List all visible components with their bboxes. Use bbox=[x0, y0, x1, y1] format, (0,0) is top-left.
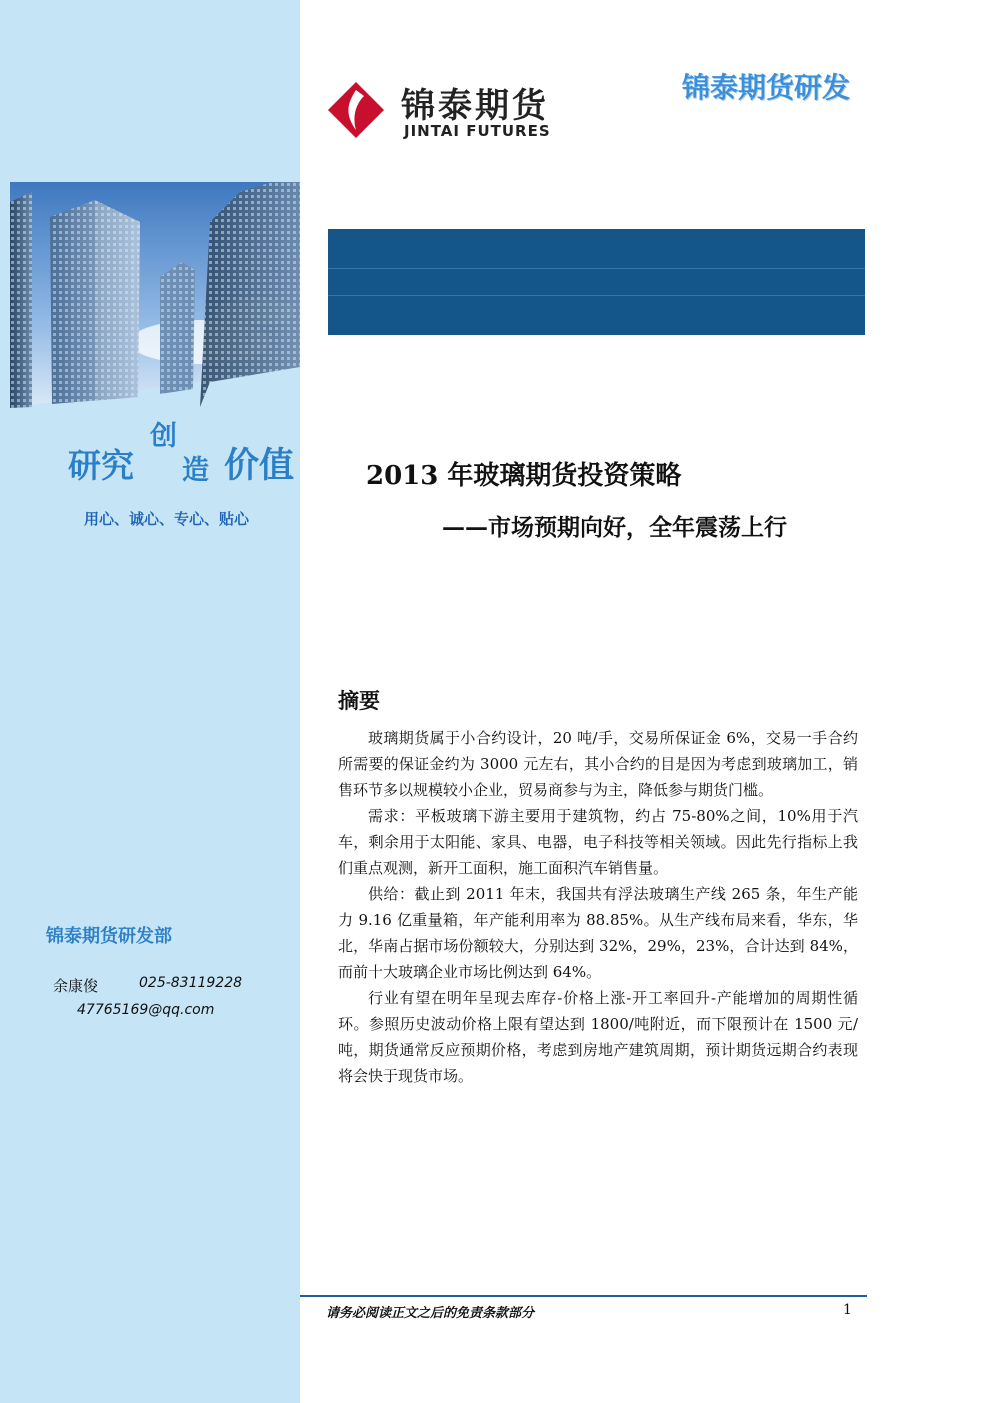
abstract-body bbox=[338, 725, 858, 1089]
slogan bbox=[66, 414, 300, 494]
slogan-create-1: 创 bbox=[150, 421, 177, 452]
document-subtitle: ——市场预期向好，全年震荡上行 bbox=[442, 514, 787, 541]
contact-name: 余康俊 bbox=[53, 977, 99, 995]
building-photo bbox=[10, 182, 300, 408]
footer-divider bbox=[300, 1295, 867, 1297]
abstract-paragraph: 玻璃期货属于小合约设计，20 吨/手，交易所保证金 6%，交易一手合约所需要的保证金约为 3000 元左右，其小合约的目是因为考虑到玻璃加工，销售环节多以规模较小企业，贸易商参与为主，降低参与期货门槛。 bbox=[338, 729, 858, 799]
logo-english-name: JINTAI FUTURES bbox=[404, 122, 551, 140]
sidebar bbox=[0, 0, 300, 1403]
motto: 用心、诚心、专心、贴心 bbox=[84, 510, 250, 528]
logo-chinese-name: 锦泰期货 bbox=[401, 86, 549, 126]
banner-divider bbox=[328, 295, 865, 296]
slogan-research: 研究 bbox=[68, 446, 134, 485]
abstract-paragraph: 行业有望在明年呈现去库存-价格上涨-开工率回升-产能增加的周期性循环。参照历史波动价格上限有望达到 1800/吨附近，而下限预计在 1500 元/吨，期货通常反应预期价格，考虑到房地产建筑周期，预计期货远期合约表现将会快于现货市场。 bbox=[338, 989, 858, 1085]
page-number: 1 bbox=[843, 1302, 852, 1318]
abstract-heading: 摘要 bbox=[338, 688, 380, 713]
contact-phone: 025-83119228 bbox=[139, 975, 243, 991]
slogan-create-2: 造 bbox=[182, 455, 209, 486]
abstract-paragraph: 供给：截止到 2011 年末，我国共有浮法玻璃生产线 265 条，年生产能力 9.16 亿重量箱，年产能利用率为 88.85%。从生产线布局来看，华东，华北，华南占据市场份额较大，分别达到 32%，29%，23%，合计达到 84%，而前十大玻璃企业市场比例达到 64%。 bbox=[338, 885, 858, 981]
slogan-value: 价值 bbox=[224, 446, 295, 486]
department-name: 锦泰期货研发部 bbox=[46, 926, 172, 947]
contact-email: 47765169@qq.com bbox=[77, 1002, 215, 1018]
title-banner bbox=[328, 229, 865, 335]
jintai-logo-icon bbox=[326, 80, 386, 140]
footer-disclaimer: 请务必阅读正文之后的免责条款部分 bbox=[326, 1306, 535, 1321]
abstract-paragraph: 需求：平板玻璃下游主要用于建筑物，约占 75-80%之间，10%用于汽车，剩余用于太阳能、家具、电器，电子科技等相关领域。因此先行指标上我们重点观测，新开工面积，施工面积汽车销售量。 bbox=[338, 807, 858, 877]
header-brand-title: 锦泰期货研发 bbox=[682, 71, 851, 104]
document-title: 2013 年玻璃期货投资策略 bbox=[366, 461, 682, 491]
banner-divider bbox=[328, 268, 865, 269]
